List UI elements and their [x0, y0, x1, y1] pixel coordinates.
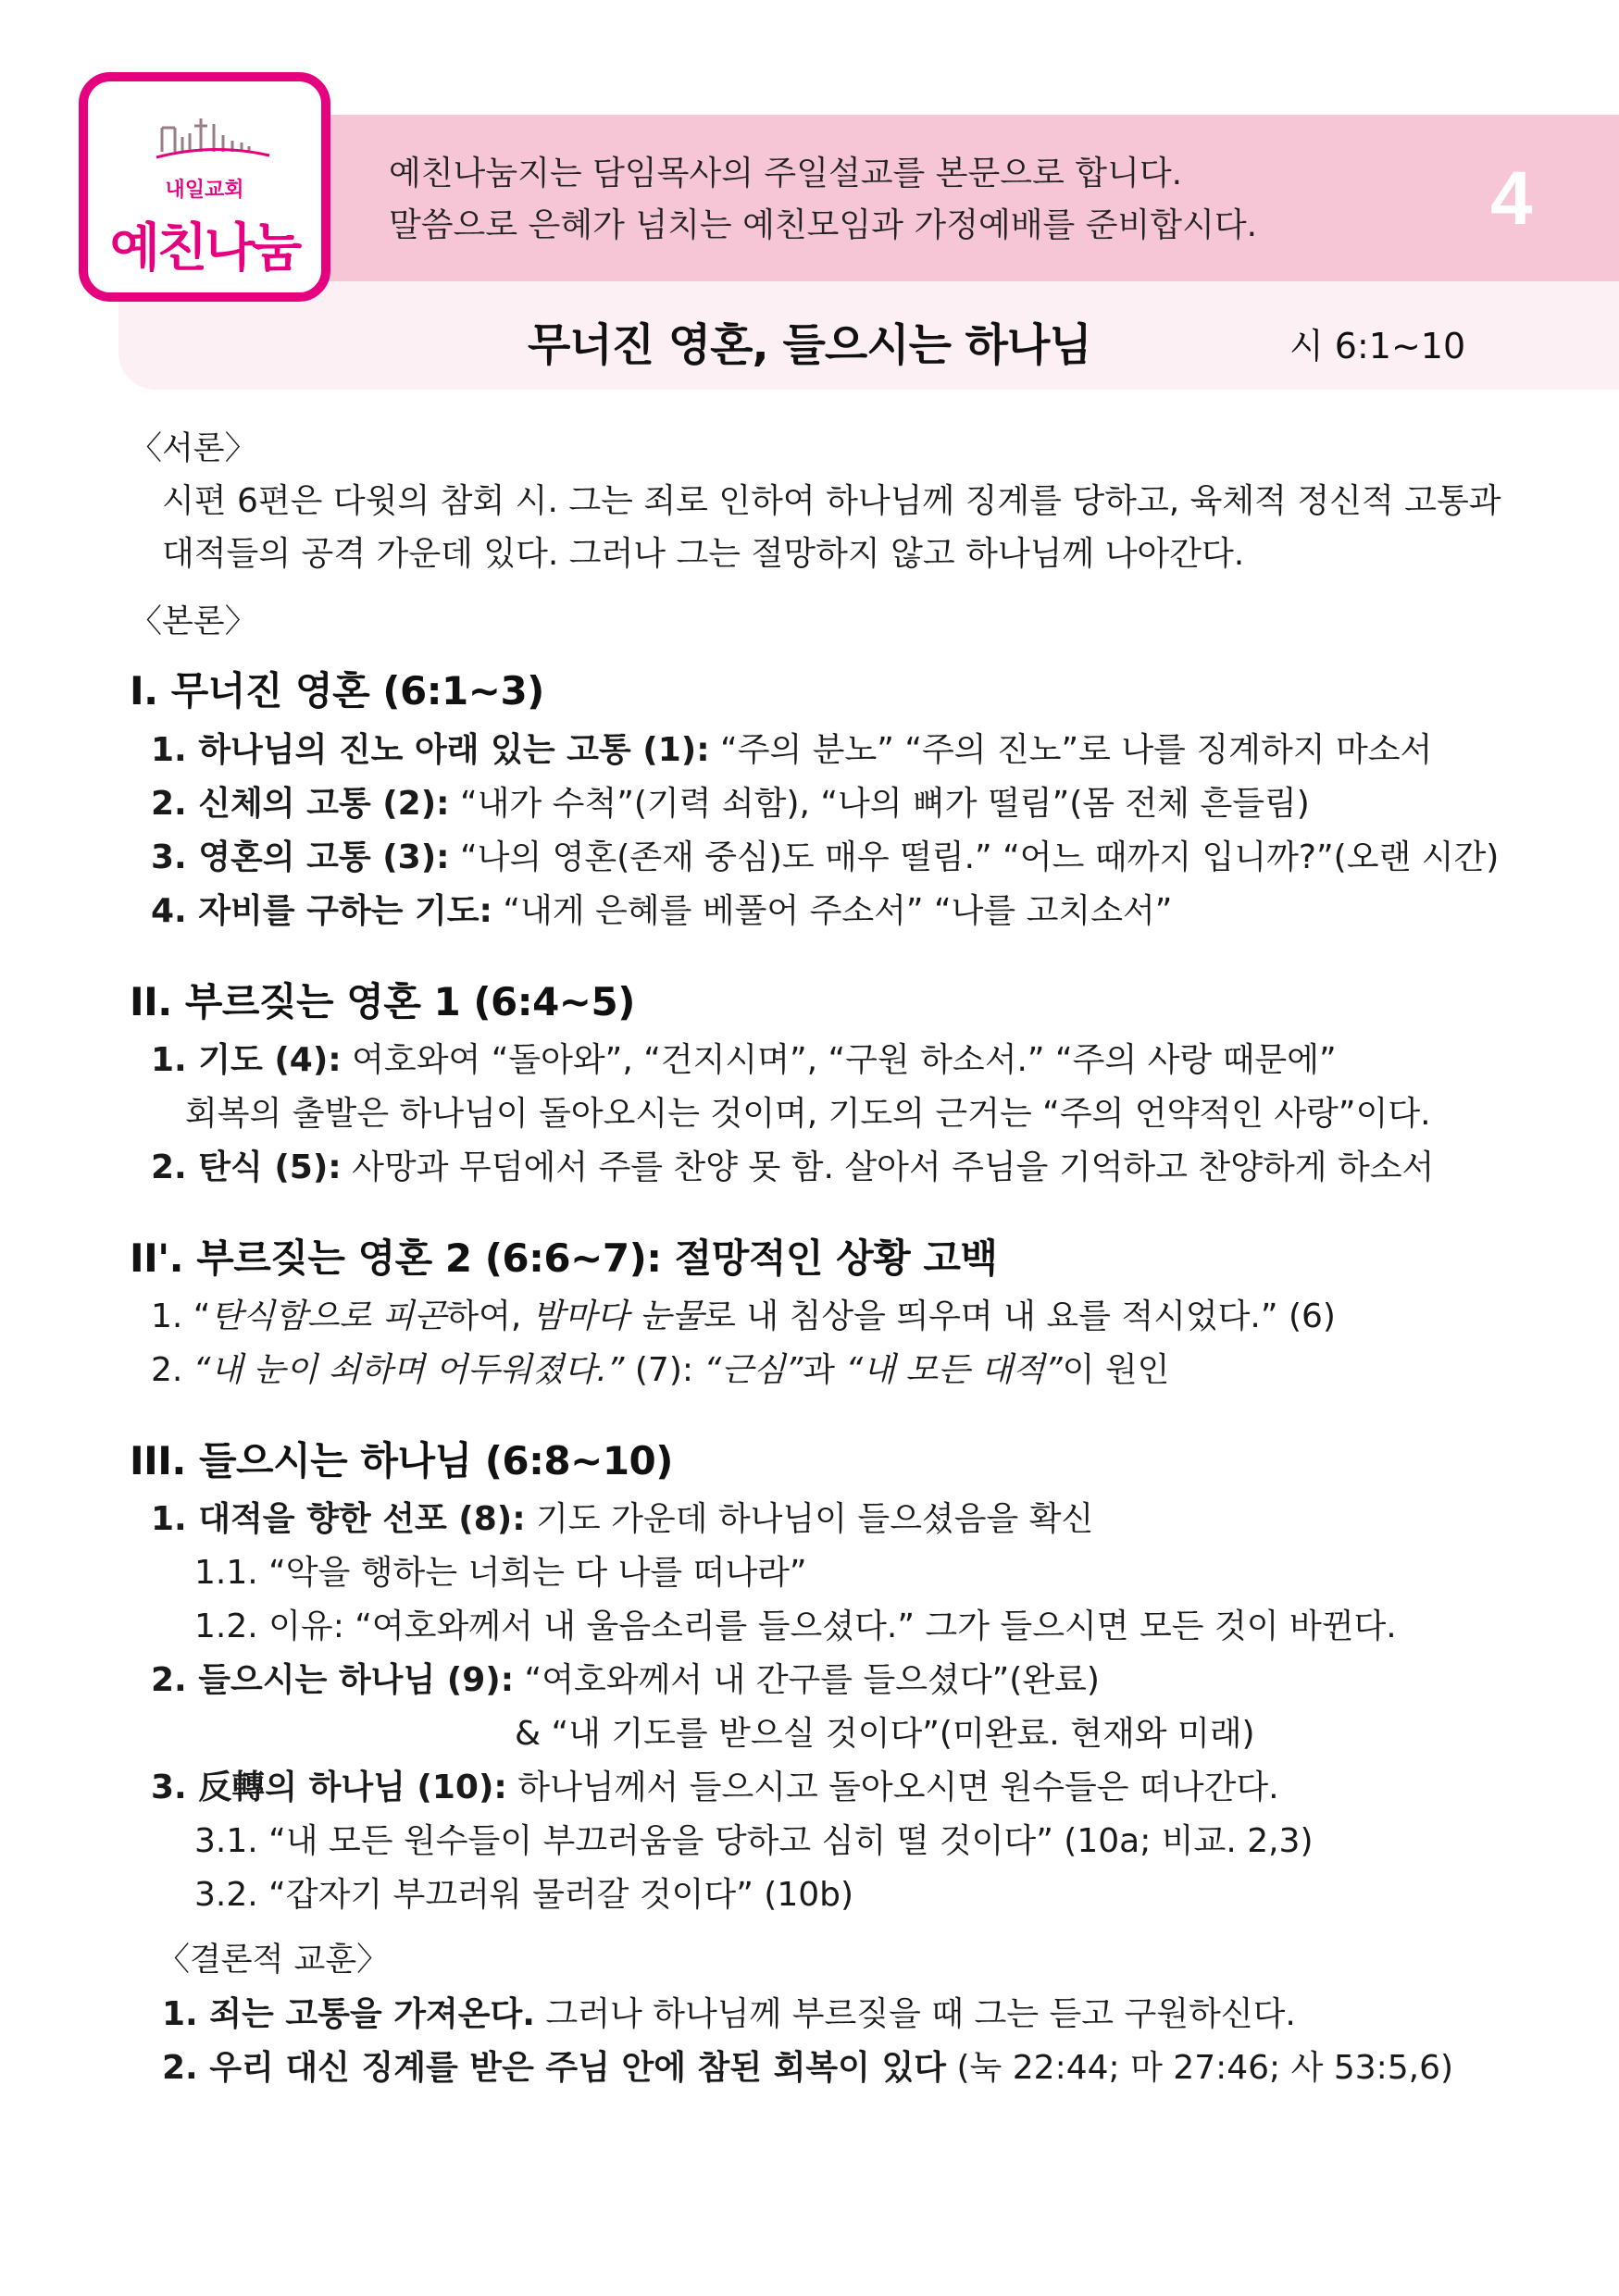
logo-title: 예친나눔 — [109, 218, 300, 279]
list-item: 1. 기도 (4): 여호와여 “돌아와”, “건지시며”, “구원 하소서.” “주의 사랑 때문에” — [151, 1041, 1337, 1079]
list-item: 2. 탄식 (5): 사망과 무덤에서 주를 찬양 못 함. 살아서 주님을 기억하고 찬양하게 하소서 — [151, 1148, 1435, 1186]
section-4-heading: III. 들으시는 하나님 (6:8~10) — [130, 1438, 673, 1483]
logo-church-name: 내일교회 — [165, 179, 244, 202]
list-item: 1. 대적을 향한 선포 (8): 기도 가운데 하나님이 들으셨음을 확신 — [151, 1500, 1094, 1538]
intro-text-1: 시편 6편은 다윗의 참회 시. 그는 죄로 인하여 하나님께 징계를 당하고, 육체적 정신적 고통과 — [162, 482, 1501, 520]
intro-line-2: 말씀으로 은혜가 넘치는 예친모임과 가정예배를 준비합시다. — [389, 206, 1258, 244]
main-label: 〈본론〉 — [130, 603, 257, 640]
sermon-title: 무너진 영혼, 들으시는 하나님 — [528, 319, 1091, 371]
list-item: 2. 들으시는 하나님 (9): “여호와께서 내 간구를 들으셨다”(완료) — [151, 1661, 1100, 1699]
conclusion-item: 2. 우리 대신 징계를 받은 주님 안에 참된 회복이 있다 (눅 22:44; 마 27:46; 사 53:5,6) — [162, 2049, 1454, 2087]
intro-text-2: 대적들의 공격 가운데 있다. 그러나 그는 절망하지 않고 하나님께 나아간다. — [162, 535, 1245, 573]
scripture-reference: 시 6:1~10 — [1289, 326, 1466, 366]
sub-list-item: 1.1. “악을 행하는 너희는 다 나를 떠나라” — [194, 1554, 807, 1592]
conclusion-item: 1. 죄는 고통을 가져온다. 그러나 하나님께 부르짖을 때 그는 듣고 구원하신다. — [162, 1995, 1296, 2033]
list-item: 2. 신체의 고통 (2): “내가 수척”(기력 쇠함), “나의 뼈가 떨림”(몸 전체 흔들림) — [151, 785, 1310, 823]
section-3-heading: II'. 부르짖는 영혼 2 (6:6~7): 절망적인 상황 고백 — [130, 1235, 998, 1281]
list-item: 2. “내 눈이 쇠하며 어두워졌다.” (7): “근심”과 “내 모든 대적”이 원인 — [151, 1351, 1170, 1389]
header-intro — [389, 148, 1257, 252]
logo — [79, 72, 330, 302]
list-item-continuation: & “내 기도를 받으실 것이다”(미완료. 현재와 미래) — [515, 1715, 1255, 1753]
page-number: 4 — [1490, 156, 1533, 241]
intro-label: 〈서론〉 — [130, 430, 257, 467]
conclusion-label: 〈결론적 교훈〉 — [157, 1942, 390, 1979]
intro-line-1: 예친나눔지는 담임목사의 주일설교를 본문으로 합니다. — [389, 155, 1183, 192]
sub-list-item: 3.1. “내 모든 원수들이 부끄러움을 당하고 심히 떨 것이다” (10a; 비교. 2,3) — [194, 1822, 1314, 1860]
sub-list-item: 1.2. 이유: “여호와께서 내 울음소리를 들으셨다.” 그가 들으시면 모든 것이 바뀐다. — [194, 1607, 1397, 1645]
list-item: 3. 反轉의 하나님 (10): 하나님께서 들으시고 돌아오시면 원수들은 떠나간다. — [151, 1769, 1279, 1806]
church-skyline-icon — [153, 115, 273, 167]
list-item: 1. “탄식함으로 피곤하여, 밤마다 눈물로 내 침상을 띄우며 내 요를 적시었다.” (6) — [151, 1297, 1336, 1335]
section-1-heading: I. 무너진 영혼 (6:1~3) — [130, 668, 544, 714]
section-2-heading: II. 부르짖는 영혼 1 (6:4~5) — [130, 979, 635, 1024]
list-item: 4. 자비를 구하는 기도: “내게 은혜를 베풀어 주소서” “나를 고치소서” — [151, 892, 1173, 930]
sub-list-item: 3.2. “갑자기 부끄러워 물러갈 것이다” (10b) — [194, 1876, 854, 1914]
list-item-continuation: 회복의 출발은 하나님이 돌아오시는 것이며, 기도의 근거는 “주의 언약적인 사랑”이다. — [185, 1095, 1431, 1133]
list-item: 1. 하나님의 진노 아래 있는 고통 (1): “주의 분노” “주의 진노”로 나를 징계하지 마소서 — [151, 731, 1433, 769]
list-item: 3. 영혼의 고통 (3): “나의 영혼(존재 중심)도 매우 떨림.” “어느 때까지 입니까?”(오랜 시간) — [151, 838, 1500, 876]
